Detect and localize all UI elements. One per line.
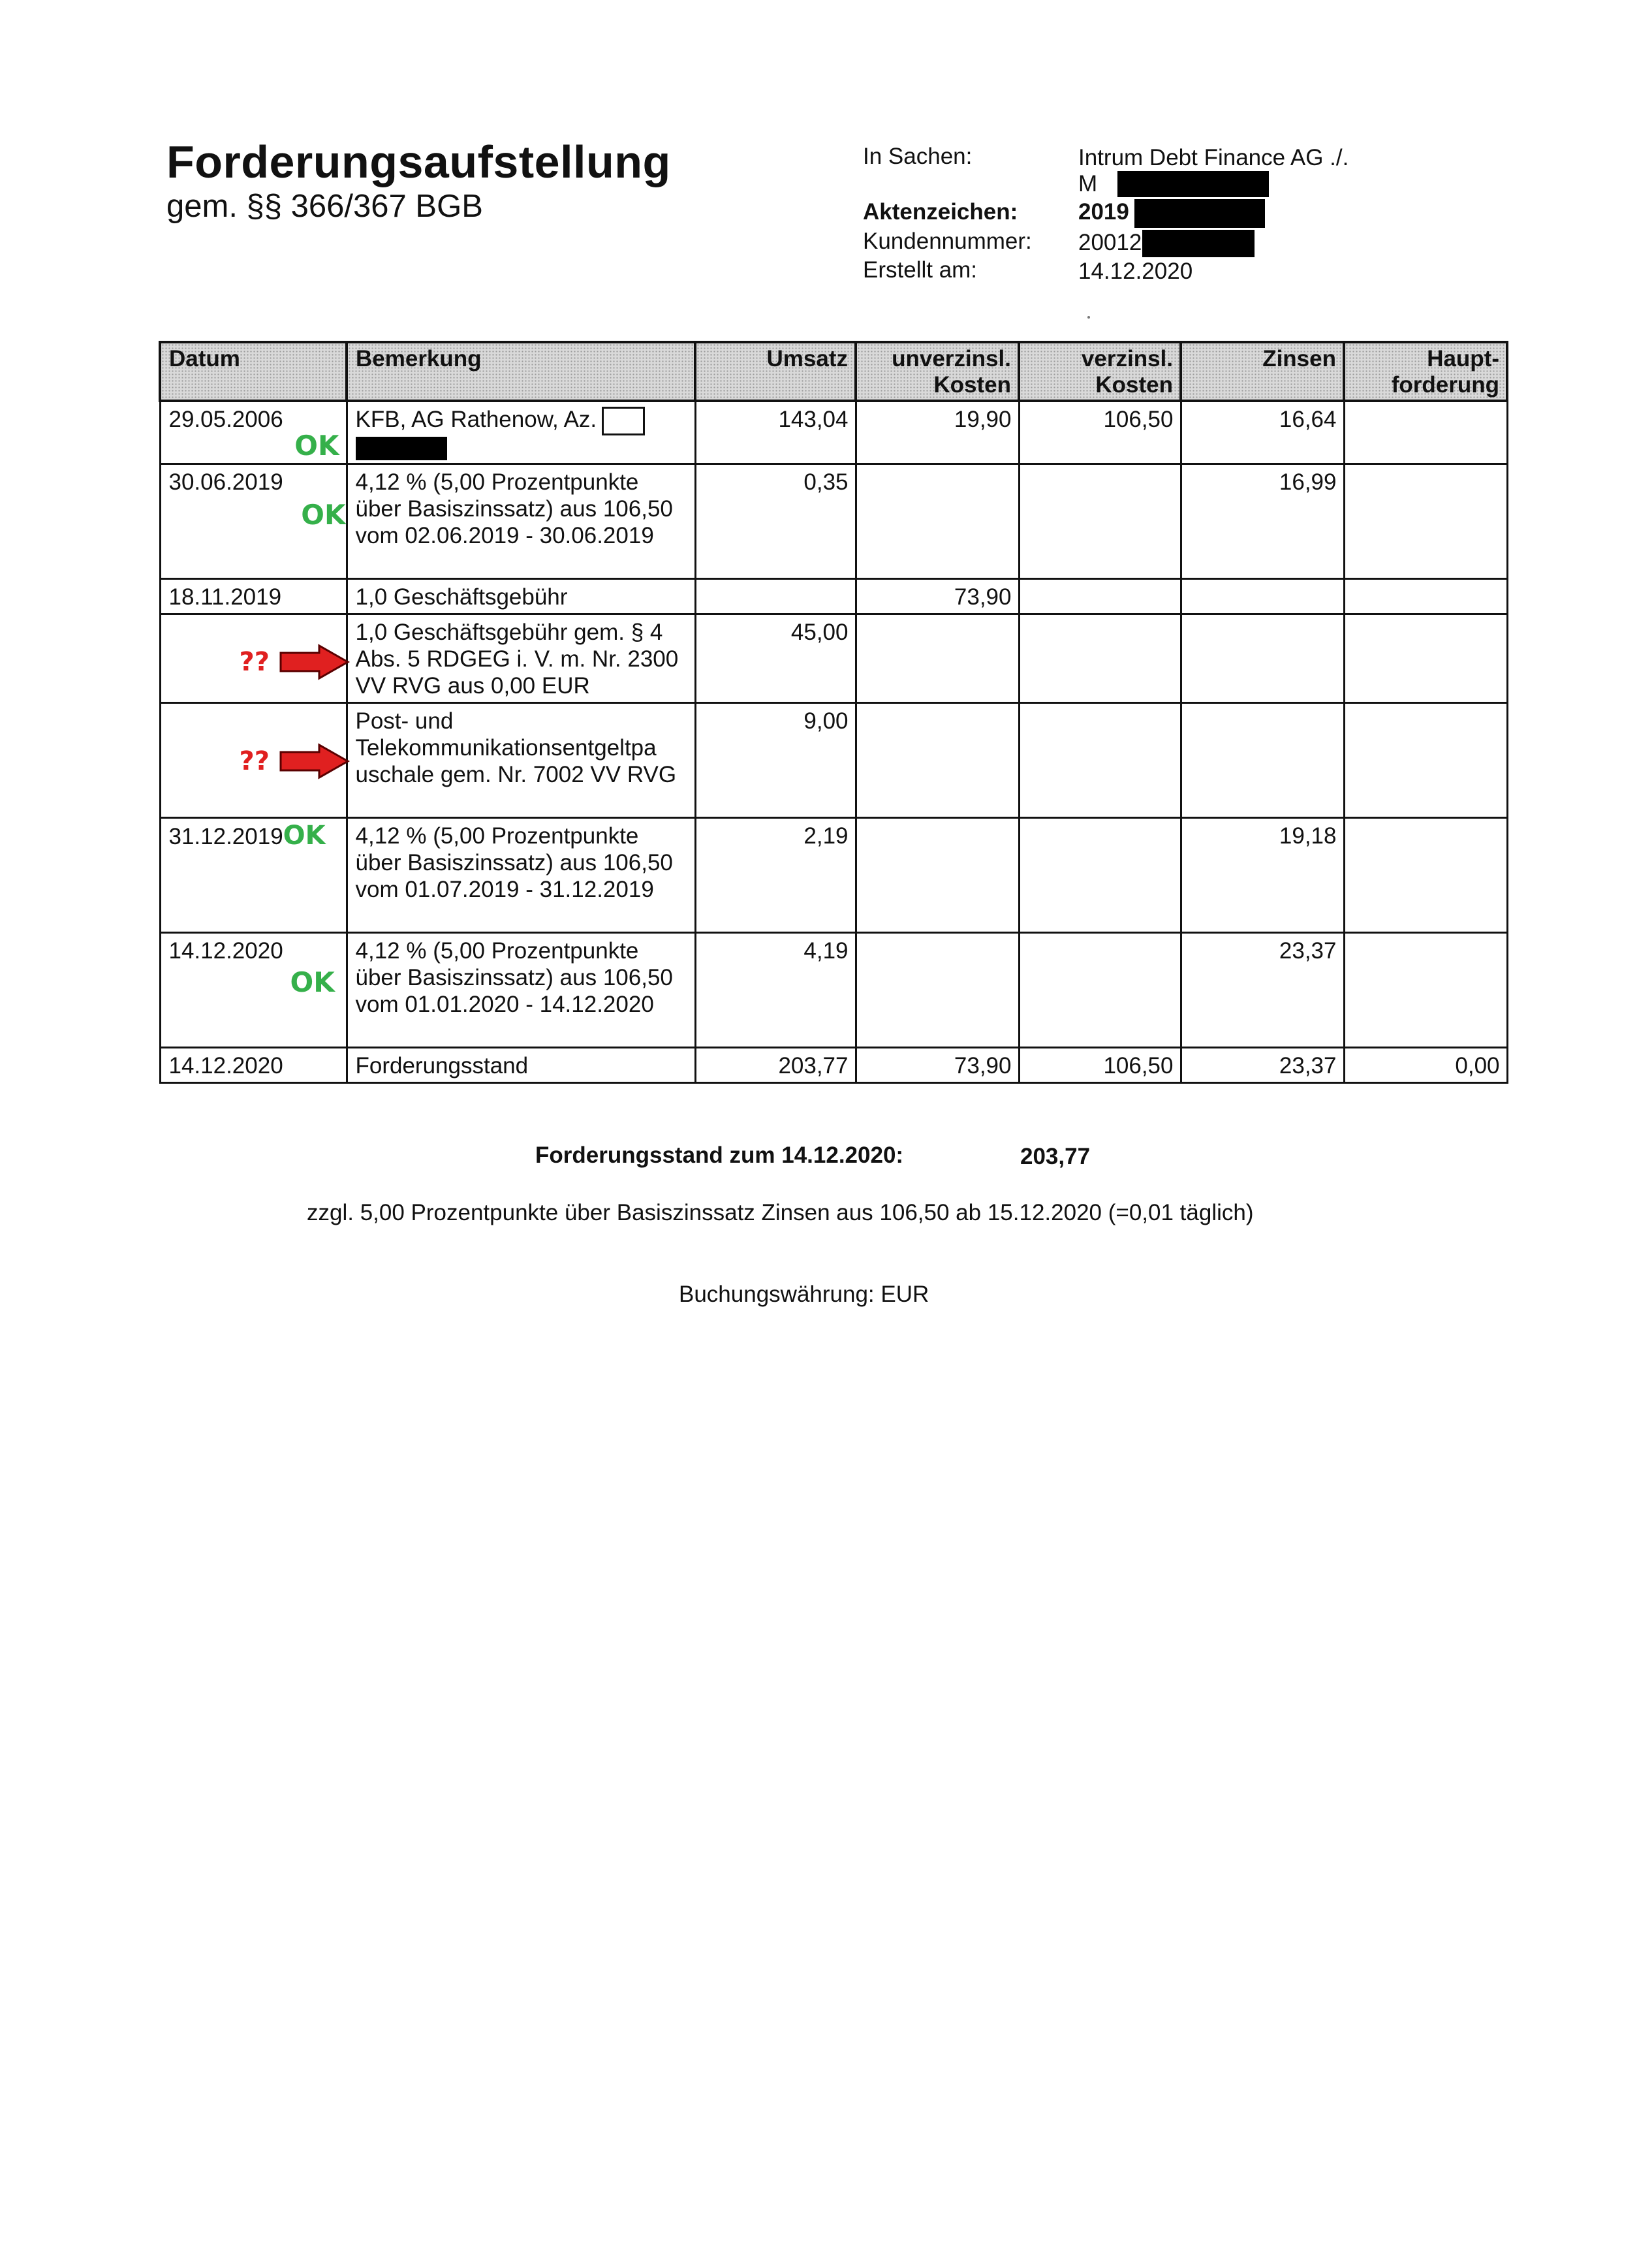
interest-note: zzgl. 5,00 Prozentpunkte über Basiszinssatz Zinsen aus 106,50 ab 15.12.2020 (=0,01 täglich) <box>307 1200 1254 1225</box>
summary-value: 203,77 <box>1020 1144 1091 1169</box>
in-sachen-label: In Sachen: <box>863 144 973 169</box>
row-verzinsl <box>1019 932 1181 1047</box>
row-zinsen: 19,18 <box>1181 817 1344 932</box>
table-header-row <box>160 342 1507 401</box>
row-zinsen: 23,37 <box>1181 932 1344 1047</box>
col-verzinsl <box>1019 342 1181 401</box>
redaction-bar <box>1117 171 1269 197</box>
row-date-cell <box>160 464 347 578</box>
row-zinsen <box>1181 614 1344 702</box>
row-umsatz: 45,00 <box>695 614 856 702</box>
col-bemerkung: Bemerkung <box>347 342 695 401</box>
row-date: 31.12.2019 <box>168 823 283 849</box>
table-row-total <box>160 1047 1507 1082</box>
row-zinsen: 16,64 <box>1181 401 1344 464</box>
row-verzinsl <box>1019 702 1181 817</box>
in-sachen-line2: M <box>1078 171 1098 197</box>
row-unverzinsl <box>856 932 1019 1047</box>
erstellt-value: 14.12.2020 <box>1078 259 1193 284</box>
ok-annotation: OK <box>283 820 326 851</box>
col-unverzinsl-line2: Kosten <box>933 372 1011 398</box>
row-umsatz: 0,35 <box>695 464 856 578</box>
row-haupt <box>1344 464 1507 578</box>
redaction-bar <box>1134 199 1265 228</box>
document-title: Forderungsaufstellung <box>166 136 671 187</box>
row-umsatz: 143,04 <box>695 401 856 464</box>
table-row <box>160 401 1507 464</box>
row-remark-cell <box>347 401 695 464</box>
red-arrow-icon <box>279 743 351 780</box>
ok-annotation: OK <box>290 966 335 998</box>
currency-note: Buchungswährung: EUR <box>679 1282 929 1307</box>
erstellt-label: Erstellt am: <box>863 257 978 283</box>
row-remark: 4,12 % (5,00 Prozentpunkte über Basiszinssatz) aus 106,50 vom 02.06.2019 - 30.06.2019 <box>347 464 695 578</box>
ok-annotation: OK <box>301 498 346 531</box>
row-date: 30.06.2019 <box>168 469 283 495</box>
row-haupt <box>1344 401 1507 464</box>
col-unverzinsl-line1: unverzinsl. <box>892 346 1011 371</box>
row-haupt <box>1344 817 1507 932</box>
table-row <box>160 932 1507 1047</box>
aktenzeichen-label: Aktenzeichen: <box>863 199 1018 225</box>
row-date: 14.12.2020 <box>168 937 283 964</box>
row-remark: Post- und Telekommunikationsentgeltpa uschale gem. Nr. 7002 VV RVG <box>347 702 695 817</box>
row-umsatz: 203,77 <box>695 1047 856 1082</box>
row-date-cell <box>160 932 347 1047</box>
row-remark: 1,0 Geschäftsgebühr gem. § 4 Abs. 5 RDGEG i. V. m. Nr. 2300 VV RVG aus 0,00 EUR <box>347 614 695 702</box>
row-unverzinsl <box>856 817 1019 932</box>
question-annotation: ?? <box>239 646 270 677</box>
col-verzinsl-line1: verzinsl. <box>1081 346 1173 371</box>
row-haupt <box>1344 578 1507 614</box>
row-date-cell <box>160 401 347 464</box>
table-row <box>160 702 1507 817</box>
in-sachen-value: Intrum Debt Finance AG ./. <box>1078 145 1349 170</box>
row-date-cell <box>160 614 347 702</box>
row-verzinsl <box>1019 614 1181 702</box>
aktenzeichen-value: 2019 <box>1078 199 1129 225</box>
row-zinsen: 16,99 <box>1181 464 1344 578</box>
row-date-cell <box>160 817 347 932</box>
kundennummer-label: Kundennummer: <box>863 228 1032 254</box>
col-hauptforderung <box>1344 342 1507 401</box>
row-unverzinsl <box>856 464 1019 578</box>
col-unverzinsl <box>856 342 1019 401</box>
row-haupt: 0,00 <box>1344 1047 1507 1082</box>
row-zinsen: 23,37 <box>1181 1047 1344 1082</box>
col-haupt-line2: forderung <box>1391 372 1499 398</box>
row-unverzinsl: 73,90 <box>856 578 1019 614</box>
summary-label: Forderungsstand zum 14.12.2020: <box>535 1142 904 1168</box>
table-row <box>160 464 1507 578</box>
row-verzinsl <box>1019 464 1181 578</box>
row-remark: 1,0 Geschäftsgebühr <box>347 578 695 614</box>
redaction-bar <box>356 437 447 460</box>
col-haupt-line1: Haupt- <box>1427 346 1499 371</box>
row-verzinsl <box>1019 817 1181 932</box>
claims-table <box>159 341 1508 1084</box>
question-annotation: ?? <box>239 746 270 776</box>
redaction-bar <box>1142 230 1255 257</box>
row-verzinsl: 106,50 <box>1019 401 1181 464</box>
row-remark: 4,12 % (5,00 Prozentpunkte über Basiszinssatz) aus 106,50 vom 01.01.2020 - 14.12.2020 <box>347 932 695 1047</box>
scan-speck <box>1087 316 1090 319</box>
col-zinsen: Zinsen <box>1181 342 1344 401</box>
table-row <box>160 578 1507 614</box>
row-verzinsl: 106,50 <box>1019 1047 1181 1082</box>
col-umsatz: Umsatz <box>695 342 856 401</box>
table-row <box>160 614 1507 702</box>
row-date: 18.11.2019 <box>160 578 347 614</box>
table-row <box>160 817 1507 932</box>
row-zinsen <box>1181 578 1344 614</box>
row-umsatz: 9,00 <box>695 702 856 817</box>
row-remark: Forderungsstand <box>347 1047 695 1082</box>
row-date: 29.05.2006 <box>168 407 283 432</box>
row-date-cell <box>160 702 347 817</box>
ok-annotation: OK <box>294 430 339 462</box>
red-arrow-icon <box>279 644 351 680</box>
col-verzinsl-line2: Kosten <box>1095 372 1173 398</box>
row-umsatz <box>695 578 856 614</box>
row-haupt <box>1344 932 1507 1047</box>
row-unverzinsl: 73,90 <box>856 1047 1019 1082</box>
row-unverzinsl <box>856 614 1019 702</box>
row-unverzinsl: 19,90 <box>856 401 1019 464</box>
row-haupt <box>1344 614 1507 702</box>
document-subtitle: gem. §§ 366/367 BGB <box>166 189 483 224</box>
kundennummer-value: 20012 <box>1078 230 1142 255</box>
row-verzinsl <box>1019 578 1181 614</box>
row-remark: 4,12 % (5,00 Prozentpunkte über Basiszinssatz) aus 106,50 vom 01.07.2019 - 31.12.2019 <box>347 817 695 932</box>
row-remark: KFB, AG Rathenow, Az. <box>355 407 597 432</box>
row-unverzinsl <box>856 702 1019 817</box>
row-date: 14.12.2020 <box>160 1047 347 1082</box>
col-datum: Datum <box>160 342 347 401</box>
row-haupt <box>1344 702 1507 817</box>
empty-box <box>602 407 645 435</box>
row-zinsen <box>1181 702 1344 817</box>
row-umsatz: 4,19 <box>695 932 856 1047</box>
row-umsatz: 2,19 <box>695 817 856 932</box>
